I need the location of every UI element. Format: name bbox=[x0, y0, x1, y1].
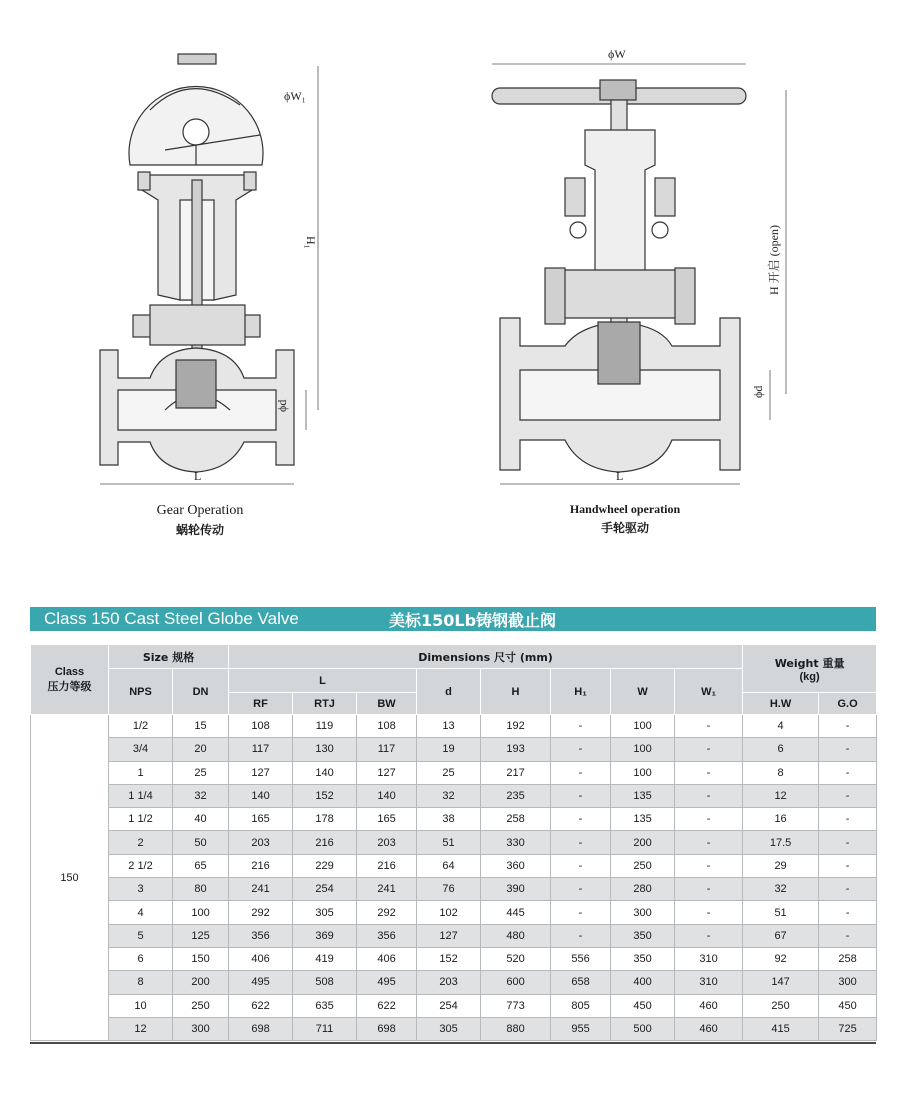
cell-rf: 203 bbox=[229, 831, 293, 854]
l-header: L bbox=[229, 669, 417, 693]
cell-rtj: 140 bbox=[293, 761, 357, 784]
cell-h1: 658 bbox=[551, 971, 611, 994]
cell-h: 258 bbox=[481, 808, 551, 831]
cell-bw: 622 bbox=[357, 994, 417, 1017]
cell-d: 38 bbox=[417, 808, 481, 831]
cell-w1: 460 bbox=[675, 1017, 743, 1040]
cell-rtj: 711 bbox=[293, 1017, 357, 1040]
cell-w: 100 bbox=[611, 738, 675, 761]
cell-rtj: 229 bbox=[293, 854, 357, 877]
cell-bw: 241 bbox=[357, 878, 417, 901]
table-title-en: Class 150 Cast Steel Globe Valve bbox=[44, 609, 299, 628]
cell-dn: 20 bbox=[173, 738, 229, 761]
cell-nps: 5 bbox=[109, 924, 173, 947]
cell-bw: 216 bbox=[357, 854, 417, 877]
cell-dn: 300 bbox=[173, 1017, 229, 1040]
cell-d: 19 bbox=[417, 738, 481, 761]
cell-w1: - bbox=[675, 808, 743, 831]
cell-d: 76 bbox=[417, 878, 481, 901]
cell-h1: - bbox=[551, 924, 611, 947]
cell-rtj: 369 bbox=[293, 924, 357, 947]
cell-w: 280 bbox=[611, 878, 675, 901]
cell-go: - bbox=[819, 715, 877, 738]
cell-dn: 150 bbox=[173, 947, 229, 970]
cell-rf: 216 bbox=[229, 854, 293, 877]
class-value: 150 bbox=[31, 715, 109, 1041]
cell-bw: 292 bbox=[357, 901, 417, 924]
cell-nps: 8 bbox=[109, 971, 173, 994]
cell-h: 330 bbox=[481, 831, 551, 854]
cell-h: 520 bbox=[481, 947, 551, 970]
cell-nps: 1 1/2 bbox=[109, 808, 173, 831]
h-header: H bbox=[481, 669, 551, 715]
table-row bbox=[31, 784, 877, 807]
cell-w: 250 bbox=[611, 854, 675, 877]
handwheel-valve-drawing bbox=[492, 64, 786, 484]
cell-hw: 250 bbox=[743, 994, 819, 1017]
cell-hw: 51 bbox=[743, 901, 819, 924]
cell-h1: 805 bbox=[551, 994, 611, 1017]
h1-header: H₁ bbox=[551, 669, 611, 715]
cell-d: 25 bbox=[417, 761, 481, 784]
cell-w: 100 bbox=[611, 715, 675, 738]
table-row bbox=[31, 854, 877, 877]
rf-header: RF bbox=[229, 693, 293, 715]
cell-rtj: 419 bbox=[293, 947, 357, 970]
cell-bw: 698 bbox=[357, 1017, 417, 1040]
cell-d: 51 bbox=[417, 831, 481, 854]
table-row bbox=[31, 738, 877, 761]
cell-hw: 12 bbox=[743, 784, 819, 807]
cell-w1: - bbox=[675, 924, 743, 947]
cell-hw: 16 bbox=[743, 808, 819, 831]
cell-w: 400 bbox=[611, 971, 675, 994]
cell-go: 725 bbox=[819, 1017, 877, 1040]
handwheel-w-label: ϕW bbox=[608, 47, 626, 61]
cell-nps: 1 bbox=[109, 761, 173, 784]
cell-hw: 92 bbox=[743, 947, 819, 970]
table-row bbox=[31, 947, 877, 970]
size-header: Size 规格 bbox=[109, 645, 229, 669]
cell-bw: 356 bbox=[357, 924, 417, 947]
table-row bbox=[31, 831, 877, 854]
cell-h: 773 bbox=[481, 994, 551, 1017]
handwheel-l-label: L bbox=[616, 469, 624, 483]
table-row bbox=[31, 715, 877, 738]
cell-h: 480 bbox=[481, 924, 551, 947]
cell-bw: 495 bbox=[357, 971, 417, 994]
cell-w1: - bbox=[675, 715, 743, 738]
cell-nps: 2 1/2 bbox=[109, 854, 173, 877]
cell-d: 32 bbox=[417, 784, 481, 807]
gear-l-label: L bbox=[194, 469, 202, 483]
cell-go: - bbox=[819, 901, 877, 924]
cell-bw: 406 bbox=[357, 947, 417, 970]
w1-header: W₁ bbox=[675, 669, 743, 715]
cell-h1: 556 bbox=[551, 947, 611, 970]
cell-rf: 241 bbox=[229, 878, 293, 901]
cell-w1: - bbox=[675, 831, 743, 854]
cell-w1: - bbox=[675, 901, 743, 924]
gear-caption-en: Gear Operation bbox=[156, 503, 244, 518]
cell-h: 235 bbox=[481, 784, 551, 807]
cell-dn: 80 bbox=[173, 878, 229, 901]
cell-rtj: 305 bbox=[293, 901, 357, 924]
bw-header: BW bbox=[357, 693, 417, 715]
cell-w1: 310 bbox=[675, 947, 743, 970]
nps-header: NPS bbox=[109, 669, 173, 715]
cell-hw: 29 bbox=[743, 854, 819, 877]
cell-nps: 3/4 bbox=[109, 738, 173, 761]
handwheel-d-label: ϕd bbox=[751, 385, 765, 398]
cell-go: - bbox=[819, 831, 877, 854]
cell-d: 203 bbox=[417, 971, 481, 994]
cell-rtj: 178 bbox=[293, 808, 357, 831]
table-bottom-rule bbox=[30, 1042, 876, 1044]
cell-hw: 4 bbox=[743, 715, 819, 738]
cell-d: 64 bbox=[417, 854, 481, 877]
cell-w1: - bbox=[675, 878, 743, 901]
cell-w1: - bbox=[675, 854, 743, 877]
table-title-bar bbox=[30, 607, 876, 631]
table-row bbox=[31, 878, 877, 901]
cell-nps: 1/2 bbox=[109, 715, 173, 738]
d-header: d bbox=[417, 669, 481, 715]
cell-rf: 292 bbox=[229, 901, 293, 924]
cell-h1: - bbox=[551, 715, 611, 738]
rtj-header: RTJ bbox=[293, 693, 357, 715]
cell-d: 254 bbox=[417, 994, 481, 1017]
gear-h1-label: H₁ bbox=[304, 236, 318, 249]
cell-nps: 12 bbox=[109, 1017, 173, 1040]
cell-hw: 147 bbox=[743, 971, 819, 994]
cell-go: - bbox=[819, 924, 877, 947]
cell-rf: 356 bbox=[229, 924, 293, 947]
cell-h: 390 bbox=[481, 878, 551, 901]
cell-dn: 15 bbox=[173, 715, 229, 738]
cell-nps: 10 bbox=[109, 994, 173, 1017]
cell-nps: 6 bbox=[109, 947, 173, 970]
table-row bbox=[31, 761, 877, 784]
cell-h1: - bbox=[551, 784, 611, 807]
weight-unit: (kg) bbox=[799, 670, 820, 683]
cell-hw: 17.5 bbox=[743, 831, 819, 854]
cell-h1: 955 bbox=[551, 1017, 611, 1040]
cell-h1: - bbox=[551, 808, 611, 831]
go-header: G.O bbox=[819, 693, 877, 715]
dimension-table bbox=[30, 644, 877, 1041]
cell-hw: 32 bbox=[743, 878, 819, 901]
cell-hw: 6 bbox=[743, 738, 819, 761]
cell-dn: 32 bbox=[173, 784, 229, 807]
cell-rf: 698 bbox=[229, 1017, 293, 1040]
cell-w: 135 bbox=[611, 784, 675, 807]
cell-nps: 3 bbox=[109, 878, 173, 901]
hw-header: H.W bbox=[743, 693, 819, 715]
cell-hw: 8 bbox=[743, 761, 819, 784]
cell-w: 350 bbox=[611, 947, 675, 970]
cell-h: 217 bbox=[481, 761, 551, 784]
cell-bw: 108 bbox=[357, 715, 417, 738]
dn-header: DN bbox=[173, 669, 229, 715]
cell-h: 192 bbox=[481, 715, 551, 738]
cell-w1: - bbox=[675, 738, 743, 761]
table-row bbox=[31, 808, 877, 831]
cell-w: 300 bbox=[611, 901, 675, 924]
cell-go: - bbox=[819, 878, 877, 901]
cell-dn: 50 bbox=[173, 831, 229, 854]
cell-h: 193 bbox=[481, 738, 551, 761]
table-row bbox=[31, 901, 877, 924]
cell-go: 450 bbox=[819, 994, 877, 1017]
cell-w1: - bbox=[675, 784, 743, 807]
cell-nps: 1 1/4 bbox=[109, 784, 173, 807]
cell-w1: 460 bbox=[675, 994, 743, 1017]
cell-h1: - bbox=[551, 761, 611, 784]
cell-go: - bbox=[819, 761, 877, 784]
cell-rf: 622 bbox=[229, 994, 293, 1017]
cell-rf: 406 bbox=[229, 947, 293, 970]
cell-nps: 4 bbox=[109, 901, 173, 924]
cell-bw: 203 bbox=[357, 831, 417, 854]
cell-d: 13 bbox=[417, 715, 481, 738]
gear-caption-cn: 蜗轮传动 bbox=[175, 523, 224, 537]
handwheel-caption bbox=[545, 502, 705, 536]
cell-w: 135 bbox=[611, 808, 675, 831]
table-row bbox=[31, 994, 877, 1017]
cell-rf: 140 bbox=[229, 784, 293, 807]
handwheel-caption-en: Handwheel operation bbox=[569, 502, 681, 516]
handwheel-caption-cn: 手轮驱动 bbox=[600, 521, 649, 535]
cell-dn: 65 bbox=[173, 854, 229, 877]
cell-rtj: 254 bbox=[293, 878, 357, 901]
cell-rtj: 119 bbox=[293, 715, 357, 738]
cell-rf: 127 bbox=[229, 761, 293, 784]
weight-header bbox=[743, 645, 877, 693]
class-header bbox=[31, 645, 109, 715]
cell-rtj: 152 bbox=[293, 784, 357, 807]
cell-go: 300 bbox=[819, 971, 877, 994]
cell-bw: 140 bbox=[357, 784, 417, 807]
cell-rf: 108 bbox=[229, 715, 293, 738]
class-header-en: Class bbox=[54, 665, 85, 678]
cell-dn: 100 bbox=[173, 901, 229, 924]
table-title-cn: 美标150Lb铸钢截止阀 bbox=[389, 610, 557, 630]
cell-h1: - bbox=[551, 854, 611, 877]
cell-w: 350 bbox=[611, 924, 675, 947]
handwheel-h-label: H 开启 (open) bbox=[767, 225, 781, 295]
cell-d: 152 bbox=[417, 947, 481, 970]
cell-go: - bbox=[819, 854, 877, 877]
cell-rtj: 635 bbox=[293, 994, 357, 1017]
cell-go: - bbox=[819, 738, 877, 761]
cell-dn: 200 bbox=[173, 971, 229, 994]
cell-hw: 415 bbox=[743, 1017, 819, 1040]
cell-h1: - bbox=[551, 831, 611, 854]
cell-d: 127 bbox=[417, 924, 481, 947]
cell-rf: 165 bbox=[229, 808, 293, 831]
table-row bbox=[31, 924, 877, 947]
cell-h: 360 bbox=[481, 854, 551, 877]
cell-h: 880 bbox=[481, 1017, 551, 1040]
cell-h1: - bbox=[551, 901, 611, 924]
cell-bw: 165 bbox=[357, 808, 417, 831]
gear-valve-drawing bbox=[100, 54, 318, 484]
cell-dn: 40 bbox=[173, 808, 229, 831]
cell-dn: 250 bbox=[173, 994, 229, 1017]
cell-rtj: 130 bbox=[293, 738, 357, 761]
gear-caption bbox=[120, 503, 280, 538]
cell-rf: 117 bbox=[229, 738, 293, 761]
cell-go: - bbox=[819, 808, 877, 831]
cell-go: - bbox=[819, 784, 877, 807]
cell-d: 102 bbox=[417, 901, 481, 924]
cell-w: 200 bbox=[611, 831, 675, 854]
cell-rtj: 508 bbox=[293, 971, 357, 994]
table-row bbox=[31, 971, 877, 994]
class-header-cn: 压力等级 bbox=[47, 679, 92, 693]
cell-h1: - bbox=[551, 878, 611, 901]
cell-w: 100 bbox=[611, 761, 675, 784]
cell-dn: 25 bbox=[173, 761, 229, 784]
cell-go: 258 bbox=[819, 947, 877, 970]
cell-d: 305 bbox=[417, 1017, 481, 1040]
cell-h: 600 bbox=[481, 971, 551, 994]
cell-dn: 125 bbox=[173, 924, 229, 947]
cell-nps: 2 bbox=[109, 831, 173, 854]
w-header: W bbox=[611, 669, 675, 715]
cell-rf: 495 bbox=[229, 971, 293, 994]
gear-w1-label: ϕW₁ bbox=[284, 89, 306, 103]
cell-bw: 117 bbox=[357, 738, 417, 761]
cell-rtj: 216 bbox=[293, 831, 357, 854]
cell-w: 500 bbox=[611, 1017, 675, 1040]
table-row bbox=[31, 1017, 877, 1040]
cell-w1: 310 bbox=[675, 971, 743, 994]
cell-hw: 67 bbox=[743, 924, 819, 947]
dimensions-header: Dimensions 尺寸 (mm) bbox=[229, 645, 743, 669]
cell-w1: - bbox=[675, 761, 743, 784]
cell-h1: - bbox=[551, 738, 611, 761]
weight-header-label: Weight 重量 bbox=[774, 656, 845, 670]
gear-d-label: ϕd bbox=[275, 399, 289, 412]
cell-bw: 127 bbox=[357, 761, 417, 784]
cell-w: 450 bbox=[611, 994, 675, 1017]
cell-h: 445 bbox=[481, 901, 551, 924]
dimension-table-body bbox=[31, 715, 877, 1041]
